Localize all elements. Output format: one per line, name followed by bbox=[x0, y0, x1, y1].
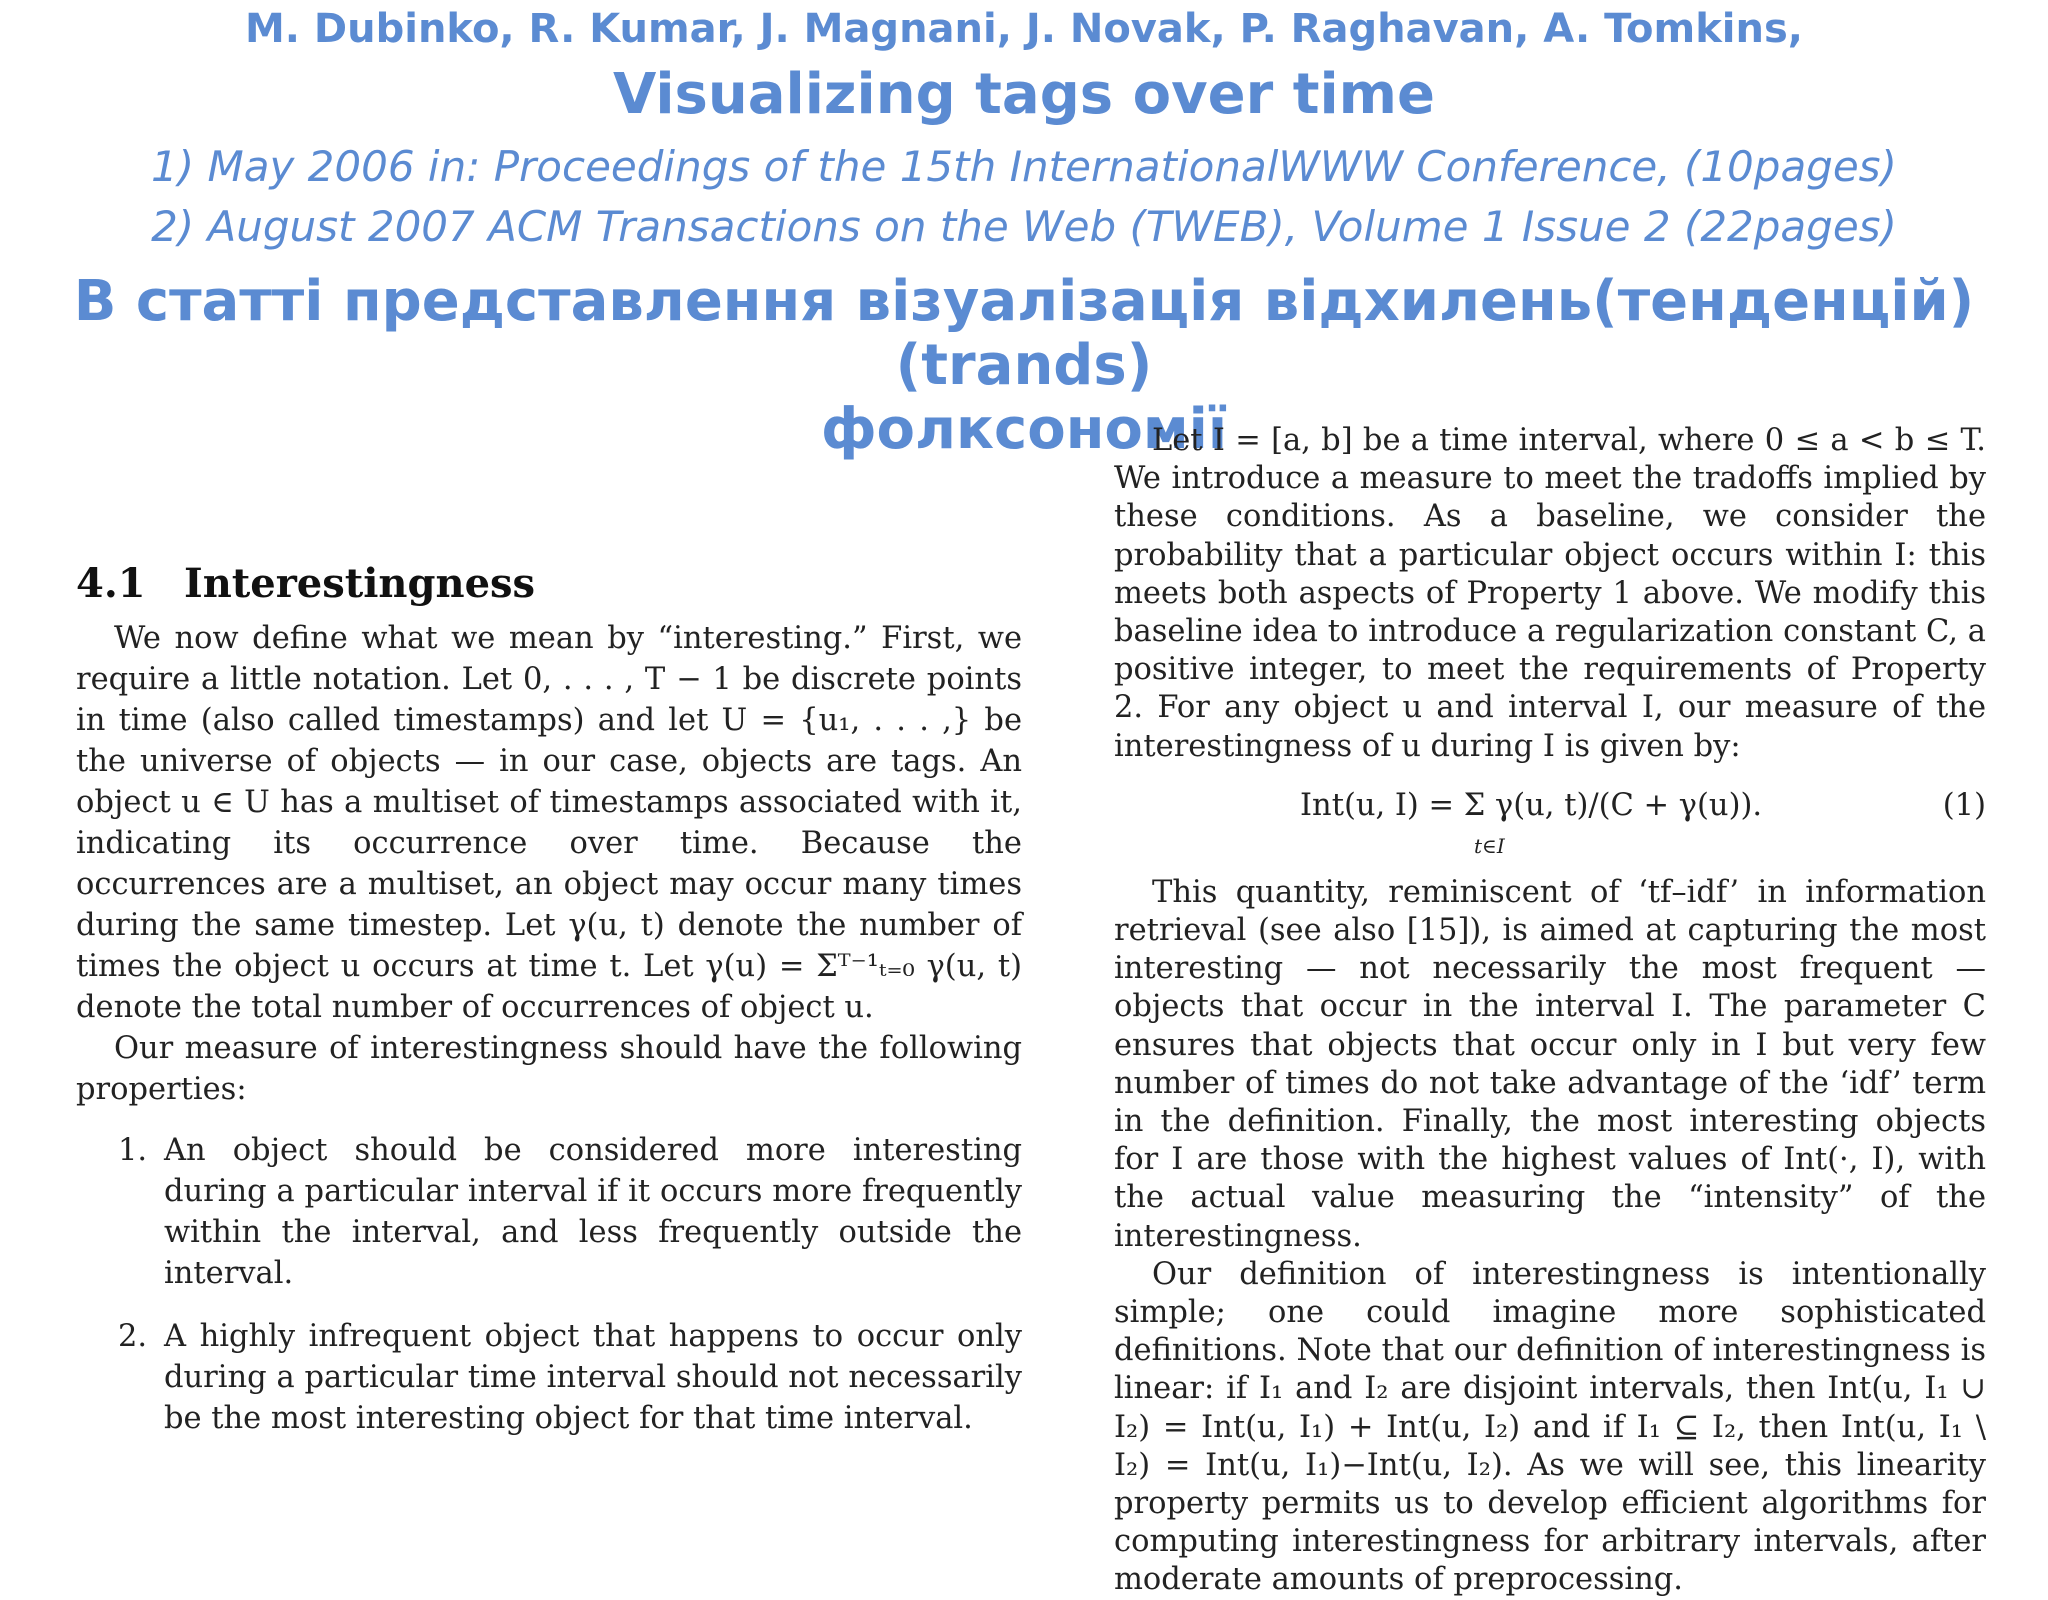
authors-line: M. Dubinko, R. Kumar, J. Magnani, J. Novak, P. Raghavan, A. Tomkins, bbox=[245, 6, 1803, 52]
equation-1 bbox=[1114, 774, 1986, 864]
publication-1: 1) May 2006 in: Proceedings of the 15th InternationalWWW Conference, (10pages) bbox=[151, 142, 1897, 191]
right-paragraph-3: Our definition of interestingness is intentionally simple; one could imagine more sophisticated definitions. Note that our definition of interestingness is linear: if I₁ and I₂ are disjoint intervals, then Int(u, I₁ ∪ I₂) = Int(u, I₁) + Int(u, I₂) and if I₁ ⊆ I₂, then Int(u, I₁ \ I₂) = Int(u, I₁)−Int(u, I₂). As we will see, this linearity property permits us to develop efficient algorithms for computing interestingness for arbitrary intervals, after moderate amounts of preprocessing. bbox=[1114, 1256, 1986, 1598]
ukrainian-summary-line1: В статті представлення візуалізація відхилень(тенденцій) (trands) bbox=[73, 269, 1975, 398]
right-column bbox=[1114, 422, 1986, 1600]
ukrainian-summary-line2: фолксономії bbox=[820, 397, 1228, 462]
equation-formula: Int(u, I) = Σ γ(u, t)/(C + γ(u)). bbox=[1300, 787, 1763, 823]
left-paragraph-2: Our measure of interestingness should have the following properties: bbox=[76, 1031, 1022, 1107]
section-title: Interestingness bbox=[184, 560, 536, 607]
property-text: An object should be considered more interesting during a particular interval if it occurs more frequently within the interval, and less frequently outside the interval. bbox=[164, 1133, 1022, 1291]
property-number: 1. bbox=[118, 1133, 148, 1168]
property-item-1 bbox=[76, 1130, 1022, 1294]
property-item-2 bbox=[76, 1316, 1022, 1439]
right-paragraph-2: This quantity, reminiscent of ‘tf–idf’ in information retrieval (see also [15]), is aimed at capturing the most interesting — not necessarily the most frequent — objects that occur in the interval I. The parameter C ensures that objects that occur only in I but very few number of times do not take advantage of the ‘idf’ term in the definition. Finally, the most interesting objects for I are those with the highest values of Int(·, I), with the actual value measuring the “intensity” of the interestingness. bbox=[1114, 874, 1986, 1254]
equation-number: (1) bbox=[1942, 787, 1986, 823]
section-number: 4.1 bbox=[76, 560, 146, 607]
properties-list bbox=[76, 1130, 1022, 1439]
left-paragraph-1: We now define what we mean by “interesting.” First, we require a little notation. Let 0, . . . , T − 1 be discrete points in time (also called timestamps) and let U = {u₁, . . . ,} be the universe of objects — in our case, objects are tags. An object u ∈ U has a multiset of timestamps associated with it, indicating its occurrence over time. Because the occurrences are a multiset, an object may occur many times during the same timestep. Let γ(u, t) denote the number of times the object u occurs at time t. Let γ(u) = Σᵀ⁻¹ₜ₌₀ γ(u, t) denote the total number of occurrences of object u. bbox=[76, 621, 1022, 1025]
property-text: A highly infrequent object that happens to occur only during a particular time interval should not necessarily be the most interesting object for that time interval. bbox=[164, 1319, 1022, 1436]
publication-2: 2) August 2007 ACM Transactions on the Web (TWEB), Volume 1 Issue 2 (22pages) bbox=[151, 202, 1897, 251]
left-column bbox=[76, 618, 1022, 1461]
slide-title: Visualizing tags over time bbox=[612, 62, 1435, 127]
equation-subscript: t∈I bbox=[1474, 833, 1505, 858]
property-number: 2. bbox=[118, 1319, 148, 1354]
right-paragraph-1: Let I = [a, b] be a time interval, where 0 ≤ a < b ≤ T. We introduce a measure to meet the tradoffs implied by these conditions. As a baseline, we consider the probability that a particular object occurs within I: this meets both aspects of Property 1 above. We modify this baseline idea to introduce a regularization constant C, a positive integer, to meet the requirements of Property 2. For any object u and interval I, our measure of the interestingness of u during I is given by: bbox=[1114, 423, 1986, 764]
section-heading bbox=[76, 560, 535, 607]
